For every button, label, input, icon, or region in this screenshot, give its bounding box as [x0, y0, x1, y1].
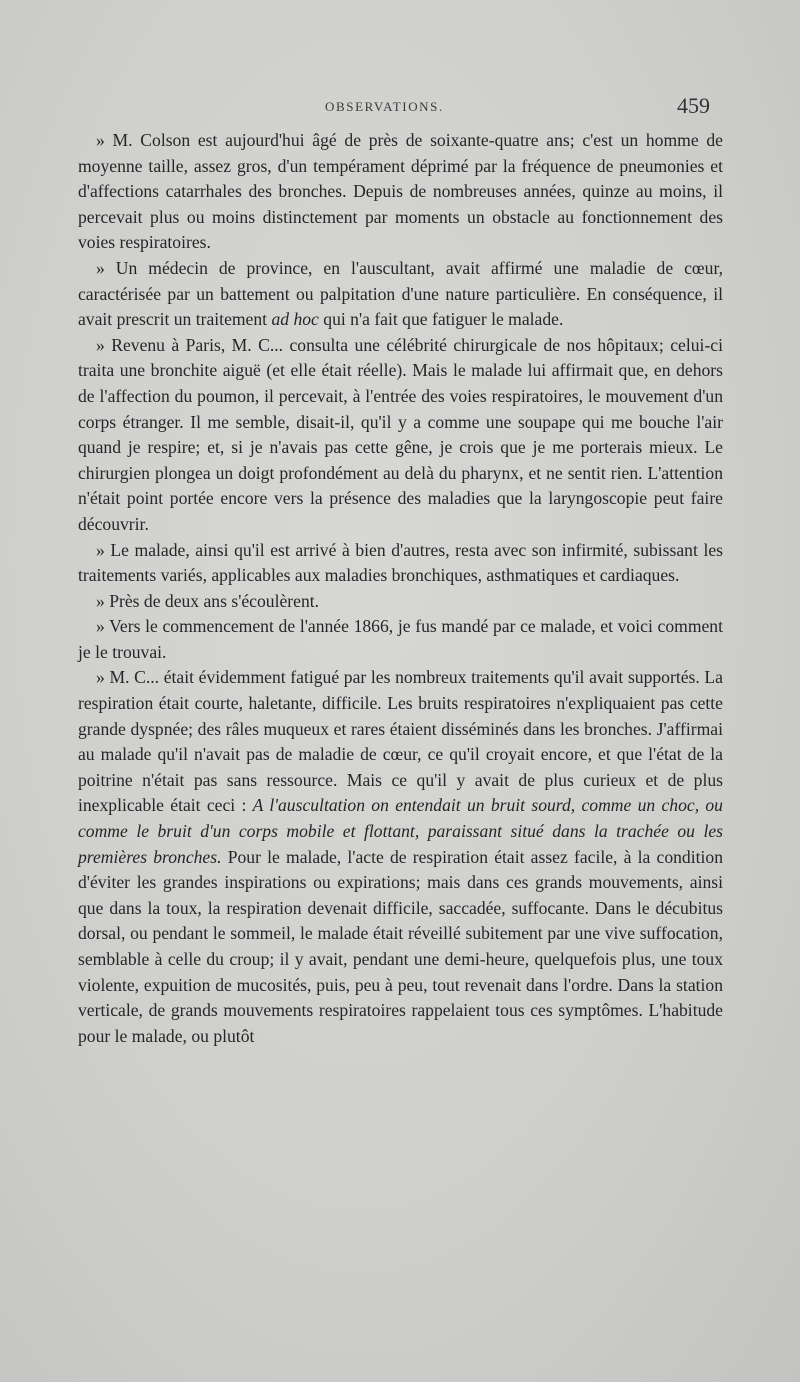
text-run: » Revenu à Paris, M. C... consulta une célébrité chirurgicale de nos hôpitaux; celui-ci traita une bronchite aiguë (et elle était réelle). Mais le malade lui affirmait que, en dehors de l'affection du poumon, il percevait, à l'entrée des voies respiratoires, le mouvement d'un corps étranger. Il me semble, disait-il, qu'il y a comme une soupape qui me bouche l'air quand je respire; et, si je n'avais pas cette gêne, je crois que je me porterais mieux. Le chirurgien plongea un doigt profondément au delà du pharynx, et ne sentit rien. L'attention n'était point portée encore vers la présence des maladies que la laryngoscopie peut faire découvrir. [78, 334, 723, 534]
italic-text-run: A l'auscultation on entendait un bruit sourd, comme un choc, ou comme le bruit d'un corps mobile et flottant, paraissant situé dans la trachée ou les premières bronches. [78, 795, 723, 867]
text-run: Pour le malade, l'acte de respiration était assez facile, à la condition d'éviter les grandes inspirations ou expirations; mais dans ces grands mouvements, ainsi que dans la toux, la respiration devenait difficile, saccadée, suffocante. Dans le décubitus dorsal, ou pendant le sommeil, le malade était réveillé subitement par une vive suffocation, semblable à celle du croup; il y avait, pendant une demi-heure, quelquefois plus, une toux violente, expuition de mucosités, puis, peu à peu, tout revenait dans l'ordre. Dans la station verticale, de grands mouvements respiratoires rappelaient tous ces symptômes. L'habitude pour le malade, ou plutôt [78, 846, 723, 1046]
text-run: » Un médecin de province, en l'auscultant, avait affirmé une maladie de cœur, caractérisée par un battement ou palpitation d'une nature particulière. En conséquence, il avait prescrit un traitement [78, 257, 723, 330]
running-title: OBSERVATIONS. [325, 99, 444, 114]
paragraph [78, 333, 723, 538]
text-run: » M. C... était évidemment fatigué par les nombreux traitements qu'il avait supportés. La respiration était courte, haletante, difficile. Les bruits respiratoires n'expliquaient pas cette grande dyspnée; des râles muqueux et rares étaient disséminés dans les bronches. J'affirmai au malade qu'il n'avait pas de maladie de cœur, ce qu'il croyait encore, et que l'état de la poitrine n'était pas sans ressource. Mais ce qu'il y avait de plus curieux et de plus inexplicable était ceci : [78, 667, 723, 816]
italic-text-run: ad hoc [271, 309, 319, 330]
text-run: » Vers le commencement de l'année 1866, je fus mandé par ce malade, et voici comment je le trouvai. [78, 616, 723, 662]
paragraph [78, 589, 723, 615]
paragraph [78, 665, 723, 1049]
paragraph [78, 256, 723, 333]
page-header [80, 93, 720, 123]
text-run: » Le malade, ainsi qu'il est arrivé à bien d'autres, resta avec son infirmité, subissant les traitements variés, applicables aux maladies bronchiques, asthmatiques et cardiaques. [78, 539, 723, 586]
text-run: » M. Colson est aujourd'hui âgé de près de soixante-quatre ans; c'est un homme de moyenne taille, assez gros, d'un tempérament déprimé par la fréquence de pneumonies et d'affections catarrhales des bronches. Depuis de nombreuses années, quinze au moins, il percevait plus ou moins distinctement par moments un obstacle au fonctionnement des voies respiratoires. [78, 130, 723, 253]
body-text [78, 128, 723, 1049]
paragraph [78, 538, 723, 589]
paragraph [78, 614, 723, 665]
paragraph [78, 128, 723, 256]
text-run: » Près de deux ans s'écoulèrent. [96, 590, 320, 611]
text-run: qui n'a fait que fatiguer le malade. [318, 309, 564, 330]
page-number: 459 [677, 93, 710, 118]
